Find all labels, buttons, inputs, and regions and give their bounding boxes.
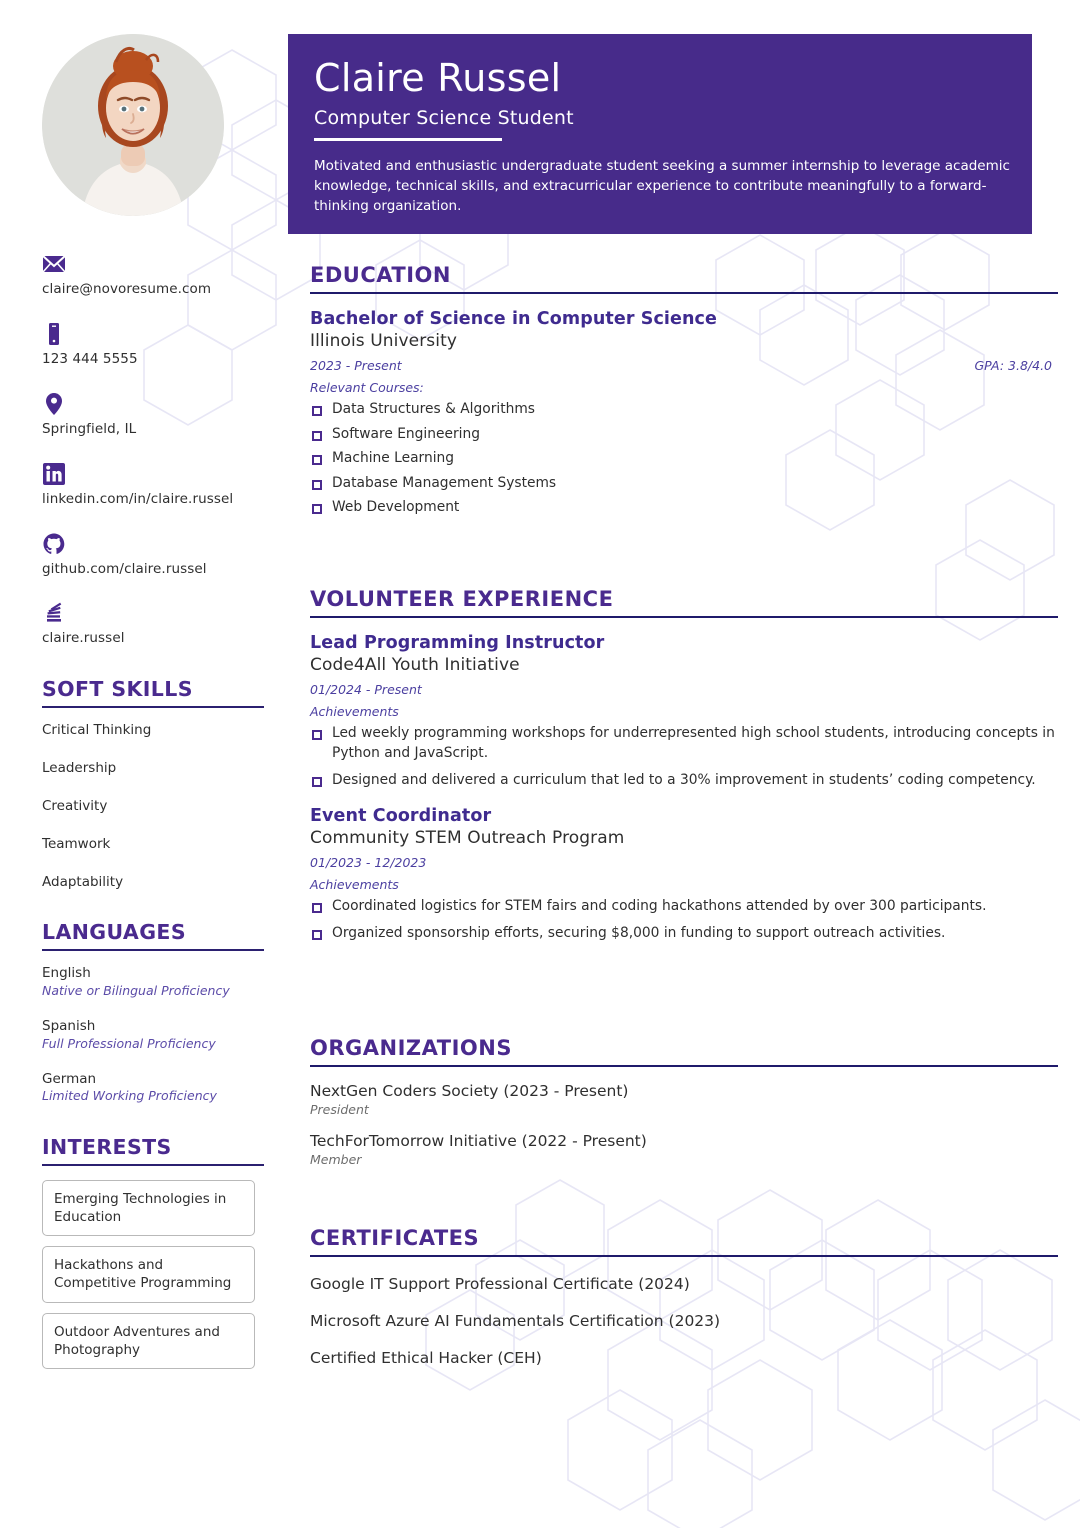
education-gpa: GPA: 3.8/4.0 xyxy=(974,358,1052,373)
achievement-item: Led weekly programming workshops for underrepresented high school students, introducing concepts in Python and JavaScript. xyxy=(310,724,1058,763)
organization-name: NextGen Coders Society (2023 - Present) xyxy=(310,1082,629,1100)
location-pin-icon xyxy=(42,392,66,416)
course-item: Web Development xyxy=(310,498,1058,518)
page-title: Claire Russel xyxy=(314,56,562,100)
organization-name: TechForTomorrow Initiative (2022 - Present) xyxy=(310,1132,647,1151)
language-name: English xyxy=(42,965,91,982)
certificate-item: Google IT Support Professional Certificate (2024) xyxy=(310,1275,690,1293)
education-school: Illinois University xyxy=(310,331,457,351)
education-divider xyxy=(310,292,1058,294)
contact-linkedin-text: linkedin.com/in/claire.russel xyxy=(42,490,234,507)
soft-skill-item: Leadership xyxy=(42,760,117,777)
achievement-item: Coordinated logistics for STEM fairs and coding hackathons attended by over 300 participants. xyxy=(310,897,1058,917)
section-interests xyxy=(42,1135,264,1369)
course-item: Machine Learning xyxy=(310,449,1058,469)
organization-role: Member xyxy=(310,1152,362,1168)
certificate-item: Certified Ethical Hacker (CEH) xyxy=(310,1349,542,1368)
interests-divider xyxy=(42,1164,264,1166)
relevant-courses-list xyxy=(310,400,1058,518)
volunteer-org: Community STEM Outreach Program xyxy=(310,827,625,848)
languages-title: LANGUAGES xyxy=(42,920,186,945)
linkedin-icon xyxy=(42,462,66,486)
interests-title: INTERESTS xyxy=(42,1134,172,1159)
contact-phone-text: 123 444 5555 xyxy=(42,350,138,367)
soft-skill-item: Adaptability xyxy=(42,874,124,891)
phone-icon xyxy=(42,322,66,346)
organization-item xyxy=(310,1081,1058,1117)
sidebar xyxy=(42,34,264,1379)
language-level: Full Professional Proficiency xyxy=(42,1035,216,1051)
language-name: German xyxy=(42,1070,97,1087)
volunteer-dates: 01/2024 - Present xyxy=(310,682,422,697)
languages-divider xyxy=(42,949,264,951)
interest-item: Hackathons and Competitive Programming xyxy=(42,1246,255,1302)
organizations-title: ORGANIZATIONS xyxy=(310,1036,512,1060)
section-certificates xyxy=(310,1226,1058,1368)
contact-item-location[interactable] xyxy=(42,392,264,438)
language-item xyxy=(42,1018,264,1052)
achievements-list xyxy=(310,897,1058,944)
language-level: Native or Bilingual Proficiency xyxy=(42,982,230,998)
profile-photo xyxy=(42,34,224,216)
certificate-item: Microsoft Azure AI Fundamentals Certification (2023) xyxy=(310,1312,721,1331)
volunteer-org: Code4All Youth Initiative xyxy=(310,655,520,675)
education-title: EDUCATION xyxy=(310,263,451,287)
section-languages xyxy=(42,920,264,1104)
volunteer-title: VOLUNTEER EXPERIENCE xyxy=(310,587,614,611)
relevant-courses-label: Relevant Courses: xyxy=(310,380,424,395)
organizations-divider xyxy=(310,1065,1058,1067)
section-education xyxy=(310,263,1058,523)
interest-item: Outdoor Adventures and Photography xyxy=(42,1313,255,1369)
profile-summary: Motivated and enthusiastic undergraduate student seeking a summer internship to leverage academic knowledge, technical skills, and extracurricular experience to contribute meaningfully to a forward-thinking organization. xyxy=(314,157,1010,215)
achievements-label: Achievements xyxy=(310,704,399,719)
contact-stackoverflow-text: claire.russel xyxy=(42,630,125,647)
achievements-label: Achievements xyxy=(310,876,399,892)
volunteer-role: Event Coordinator xyxy=(310,805,492,826)
contact-item-email[interactable] xyxy=(42,252,264,298)
achievements-list xyxy=(310,724,1058,791)
achievement-item: Designed and delivered a curriculum that led to a 30% improvement in students’ coding competency. xyxy=(310,771,1058,791)
achievement-item: Organized sponsorship efforts, securing $8,000 in funding to support outreach activities. xyxy=(310,924,1058,944)
education-dates: 2023 - Present xyxy=(310,358,402,373)
email-icon xyxy=(42,252,66,276)
contact-item-linkedin[interactable] xyxy=(42,462,264,508)
interest-item: Emerging Technologies in Education xyxy=(42,1180,255,1236)
soft-skill-item: Teamwork xyxy=(42,836,111,853)
stackoverflow-icon xyxy=(42,601,66,625)
contact-location-text: Springfield, IL xyxy=(42,420,137,437)
contact-list xyxy=(42,252,264,647)
soft-skill-item: Critical Thinking xyxy=(42,722,152,739)
avatar xyxy=(42,34,224,216)
section-volunteer-experience xyxy=(310,587,1058,952)
language-item xyxy=(42,965,264,999)
section-organizations xyxy=(310,1036,1058,1167)
section-soft-skills xyxy=(42,677,264,890)
soft-skills-title: SOFT SKILLS xyxy=(42,677,193,702)
volunteer-meta-row xyxy=(310,682,1058,697)
contact-item-phone[interactable] xyxy=(42,322,264,368)
volunteer-role: Lead Programming Instructor xyxy=(310,633,605,653)
education-meta-row xyxy=(310,358,1058,373)
header-banner xyxy=(288,34,1032,234)
volunteer-meta-row xyxy=(310,855,1058,870)
language-level: Limited Working Proficiency xyxy=(42,1088,217,1104)
volunteer-entry xyxy=(310,633,1058,791)
course-item: Software Engineering xyxy=(310,425,1058,445)
course-item: Database Management Systems xyxy=(310,474,1058,494)
volunteer-entry xyxy=(310,806,1058,944)
soft-skills-divider xyxy=(42,706,264,708)
organization-item xyxy=(310,1131,1058,1167)
language-name: Spanish xyxy=(42,1018,96,1035)
certificates-title: CERTIFICATES xyxy=(310,1226,480,1250)
volunteer-divider xyxy=(310,616,1058,618)
certificates-divider xyxy=(310,1255,1058,1257)
course-item: Data Structures & Algorithms xyxy=(310,400,1058,420)
contact-email-text: claire@novoresume.com xyxy=(42,281,212,297)
volunteer-dates: 01/2023 - 12/2023 xyxy=(310,854,427,870)
contact-github-text: github.com/claire.russel xyxy=(42,560,207,577)
job-title: Computer Science Student xyxy=(314,106,574,129)
contact-item-github[interactable] xyxy=(42,532,264,578)
education-degree: Bachelor of Science in Computer Science xyxy=(310,309,717,329)
github-icon xyxy=(42,532,66,556)
soft-skill-item: Creativity xyxy=(42,798,108,815)
title-underline xyxy=(314,138,502,141)
language-item xyxy=(42,1071,264,1105)
organization-role: President xyxy=(310,1102,369,1118)
contact-item-stackoverflow[interactable] xyxy=(42,601,264,647)
